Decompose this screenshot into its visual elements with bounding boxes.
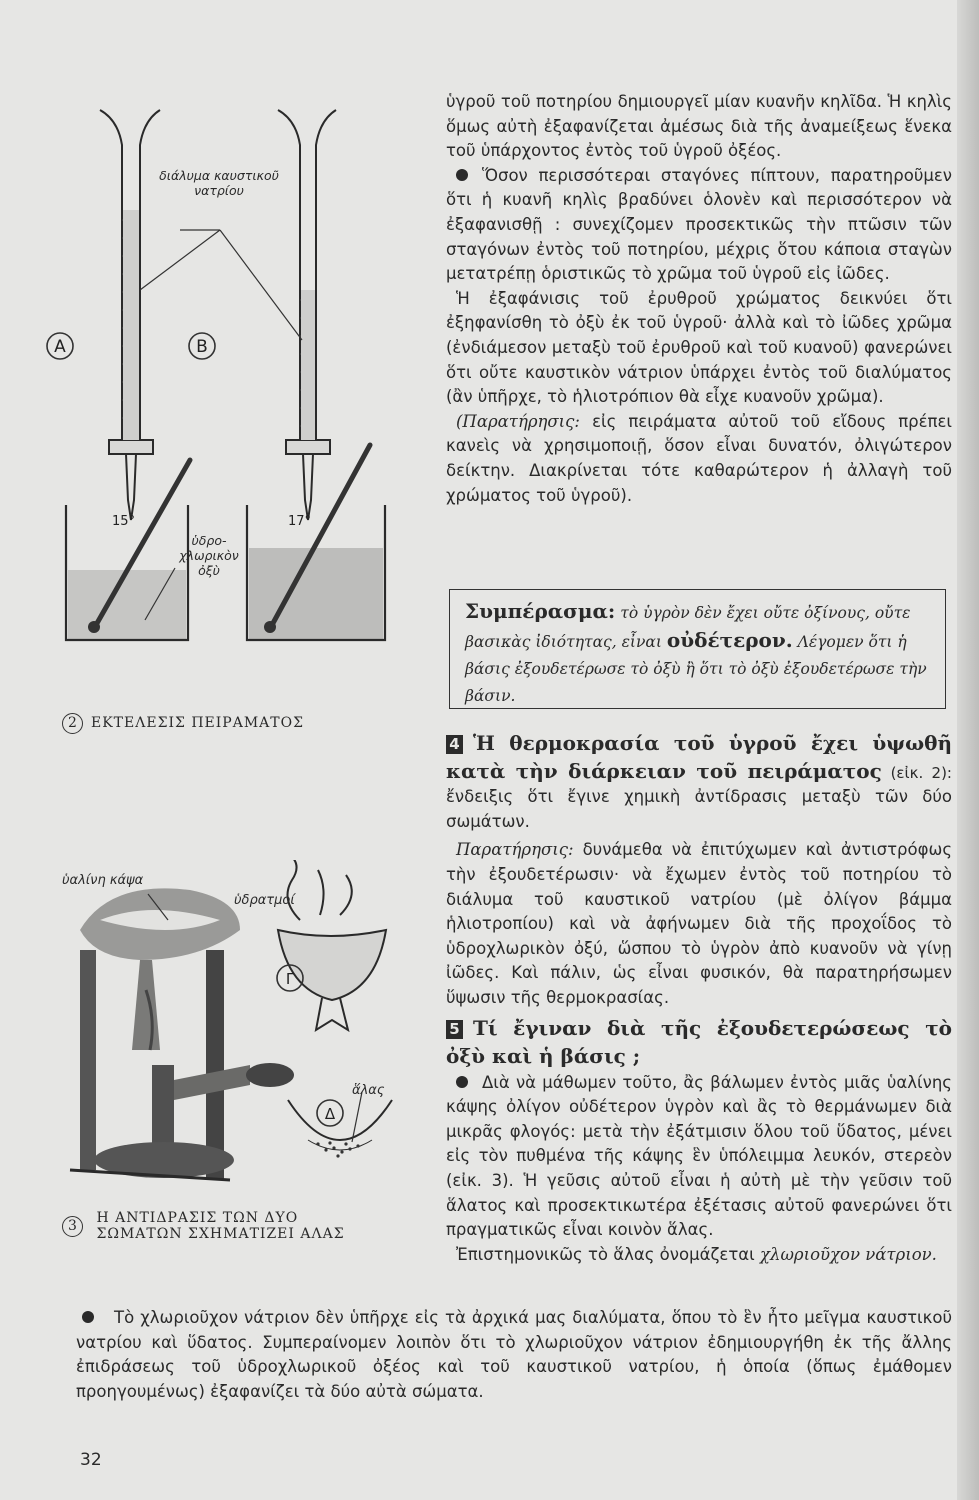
figure-2-caption: [62, 713, 304, 734]
figure-2-number: 2: [62, 713, 83, 734]
conclusion-text-b: Λέγομεν ὅτι ἡ βάσις ἐξουδετέρωσε τὸ ὀξὺ ἢ ὅτι τὸ ὀξὺ ἐξουδετέρωσε τὴν βάσιν.: [465, 633, 927, 705]
text-column-lower: [446, 730, 952, 1267]
bowl-salt: [288, 1100, 392, 1150]
section-4-number: 4: [446, 735, 463, 754]
temp-b: 17°: [288, 514, 312, 529]
label-solution: διάλυμα καυστικοῦ νατρίου: [159, 168, 279, 198]
figure-3-number: 3: [62, 1216, 83, 1237]
section-4-heading: Ἡ θερμοκρασία τοῦ ὑγροῦ ἔχει ὑψωθῆ κατὰ τὴν διάρκειαν τοῦ πειράματος: [446, 731, 952, 783]
marker-g: Γ: [285, 970, 295, 988]
paragraph-3: Ἡ ἐξαφάνισις τοῦ ἐρυθροῦ χρώματος δεικνύει ὅτι ἐξηφανίσθη τὸ ὀξὺ ἐκ τοῦ ὑγροῦ· ἀλλὰ καὶ τὸ ἰῶδες χρῶμα (ἐνδιάμεσον μεταξὺ τοῦ ἐρυθροῦ καὶ τοῦ κυανοῦ) φανερώνει ὅτι οὔτε καυστικὸν νάτριον ὑπάρχει ἐντὸς τοῦ διαλύματος (ἂν ὑπῆρχε, τὸ ἡλιοτρόπιον θὰ εἶχε κυανοῦν χρῶμα).: [446, 288, 952, 407]
section-4: [446, 730, 952, 834]
bowl-vapours: [278, 860, 386, 1030]
figure-3-title-line1: Η ΑΝΤΙΔΡΑΣΙΣ ΤΩΝ ΔΥΟ: [96, 1210, 299, 1226]
paragraph-7: Διὰ νὰ μάθωμεν τοῦτο, ἂς βάλωμεν ἐντὸς μιᾶς ὑαλίνης κάψης ὀλίγον οὐδέτερον ὑγρὸν καὶ ἂς τὸ θερμάνωμεν διὰ μικρᾶς φλογός: μετὰ τὴν ἐξάτμισιν ὅλου τοῦ ὕδατος, μένει εἰς τὸν πυθμένα τῆς κάψης ἓν ὑπόλειμμα λευκόν, στερεὸν (εἰκ. 3). Ἡ γεῦσις αὐτοῦ εἶναι ἡ αὐτὴ μὲ τὴν γεῦσιν τοῦ ἅλατος καὶ προσεκτικωτέρα ἐξέτασις αὐτοῦ φανερώνει ὅτι πραγματικῶς εἶναι κοινὸν ἅλας.: [446, 1072, 952, 1240]
burner-stand: [70, 888, 294, 1180]
label-salt: ἅλας: [352, 1083, 385, 1098]
conclusion-title: Συμπέρασμα:: [465, 599, 616, 623]
marker-a: A: [54, 337, 66, 357]
page-number: 32: [80, 1450, 102, 1470]
conclusion-neutral: οὐδέτερον.: [666, 628, 793, 652]
section-5-number: 5: [446, 1020, 463, 1039]
figure-2-title: ΕΚΤΕΛΕΣΙΣ ΠΕΙΡΑΜΑΤΟΣ: [91, 715, 304, 731]
bullet-icon: [456, 1076, 468, 1088]
bullet-icon: [456, 169, 468, 181]
figure-3-title-line2: ΣΩΜΑΤΩΝ ΣΧΗΜΑΤΙΖΕΙ ΑΛΑΣ: [96, 1226, 345, 1242]
marker-b: B: [196, 337, 208, 357]
conclusion-box: [449, 589, 946, 709]
text-bottom: [76, 1306, 952, 1404]
label-acid: ὑδρο-χλωρικὸν ὀξὺ: [179, 533, 239, 578]
section-5-heading: Τί ἔγιναν διὰ τῆς ἐξουδετερώσεως τὸ ὀξὺ καὶ ἡ βάσις ;: [446, 1015, 952, 1068]
paragraph-6: Παρατήρησις: δυνάμεθα νὰ ἐπιτύχωμεν καὶ ἀντιστρόφως τὴν ἐξουδετέρωσιν· νὰ ἔχωμεν ἐντὸς τοῦ ποτηρίου τὸ διάλυμα τοῦ καυστικοῦ νατρίου (μὲ ὀλίγον βάμμα ἡλιοτροπίου) καὶ νὰ ἀφήνωμεν διὰ τῆς προχοΐδος τὸ ὑδροχλωρικὸν ὀξύ, ὥσπου τὸ ὑγρὸν ἀπὸ κυανοῦν νὰ γίνῃ ἰῶδες. Καὶ πάλιν, ὡς εἶναι φυσικόν, θὰ παρατηρήσωμεν ὕψωσιν τῆς θερμοκρασίας.: [446, 840, 952, 1007]
bullet-icon: [82, 1311, 94, 1323]
paragraph-5: ἔνδειξις ὅτι ἔγινε χημικὴ ἀντίδρασις μεταξὺ τῶν δύο σωμάτων.: [446, 787, 952, 831]
page-edge: [957, 0, 979, 1500]
paragraph-8: Ἐπιστημονικῶς τὸ ἅλας ὀνομάζεται χλωριοῦχον νάτριον.: [456, 1244, 937, 1264]
marker-d: Δ: [324, 1105, 336, 1123]
paragraph-9: Τὸ χλωριοῦχον νάτριον δὲν ὑπῆρχε εἰς τὰ ἀρχικά μας διαλύματα, ὅπου τὸ ἓν ἦτο μεῖγμα καυστικοῦ νατρίου καὶ ὕδατος. Συμπεραίνομεν λοιπὸν ὅτι τὸ χλωριοῦχον νάτριον ἐδημιουργήθη ἐκ τῆς ἄλλης ἐπιδράσεως τοῦ ὑδροχλωρικοῦ ὀξέος καὶ τοῦ καυστικοῦ νατρίου, ἡ ὁποία (ὅπως ἐμάθομεν προηγουμένως) ἐξαφανίζει τὰ δύο αὐτὰ σώματα.: [76, 1308, 952, 1401]
section-4-ref: (εἰκ. 2):: [890, 763, 952, 782]
paragraph-2: Ὅσον περισσότεραι σταγόνες πίπτουν, παρατηροῦμεν ὅτι ἡ κυανῆ κηλὶς βραδύνει ὁλονὲν καὶ περισσότερον νὰ ἐξαφανισθῇ : συνεχίζομεν προσεκτικῶς τὴν πτῶσιν τῶν σταγόνων ἐντὸς τοῦ ποτηρίου, μέχρις ὅτου κάποια σταγὼν μετατρέπῃ ὁριστικῶς τὸ χρῶμα τοῦ ὑγροῦ εἰς ἰῶδες.: [446, 165, 952, 284]
paragraph-4: (Παρατήρησις: εἰς πειράματα αὐτοῦ τοῦ εἴδους πρέπει κανεὶς νὰ χρησιμοποιῇ, ὅσον εἶναι δυνατόν, ὀλιγώτερον δείκτην. Διακρίνεται τότε καθαρώτερον ἡ ἀλλαγὴ τοῦ χρώματος τοῦ ὑγροῦ).: [446, 411, 952, 505]
beaker-b: [247, 505, 385, 640]
text-column-upper: [446, 90, 952, 508]
figure-3-evaporation: [40, 860, 430, 1210]
label-glass-dish: ὑαλίνη κάψα: [62, 873, 144, 888]
paragraph-1: ὑγροῦ τοῦ ποτηρίου δημιουργεῖ μίαν κυανῆν κηλῖδα. Ἡ κηλὶς ὅμως αὐτὴ ἐξαφανίζεται ἀμέσως διὰ τῆς ἀναμείξεως ἕνεκα τοῦ ὑπάρχοντος ἐντὸς τοῦ ὑγροῦ ὀξέος.: [446, 92, 952, 161]
label-vapors: ὑδρατμοί: [234, 893, 295, 908]
section-5: [446, 1015, 952, 1071]
temp-a: 15°: [112, 514, 136, 529]
figure-3-caption: [62, 1210, 345, 1242]
conclusion-text-a: τὸ ὑγρὸν δὲν ἔχει οὔτε ὀξίνους, οὔτε βασικὰς ἰδιότητας, εἶναι: [465, 604, 911, 651]
